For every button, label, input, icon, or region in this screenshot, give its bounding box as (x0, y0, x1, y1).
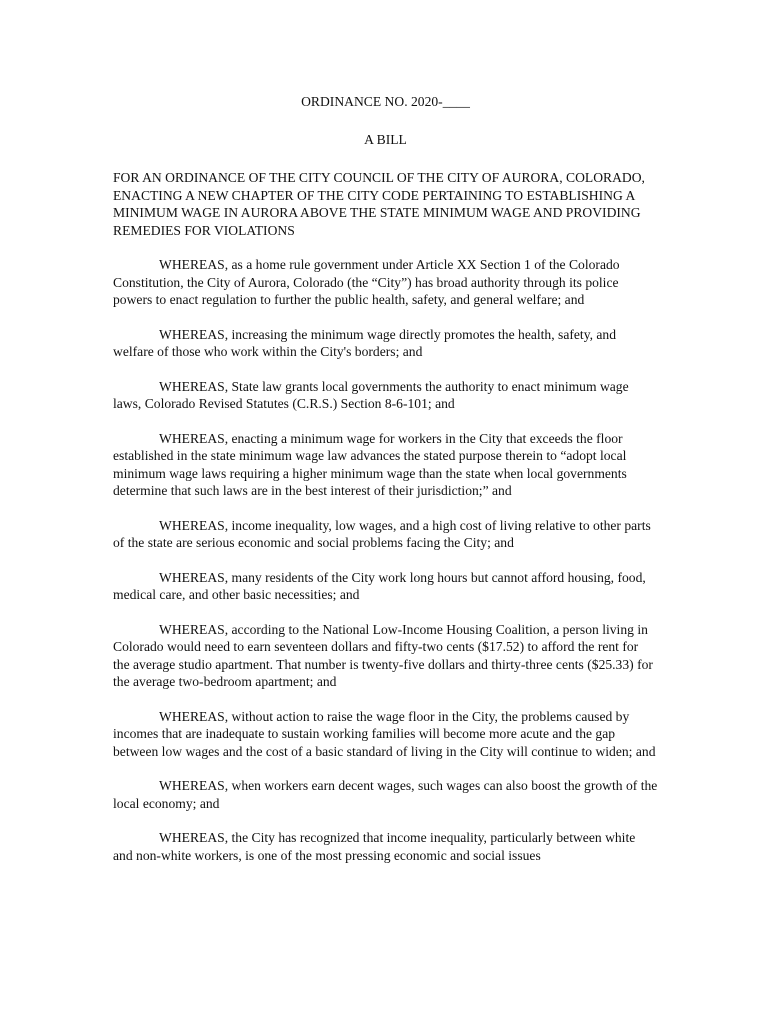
ordinance-title: FOR AN ORDINANCE OF THE CITY COUNCIL OF THE CITY OF AURORA, COLORADO, ENACTING A NEW CHAPTER OF THE CITY CODE PERTAINING TO ESTABLISHING A MINIMUM WAGE IN AURORA ABOVE THE STATE MINIMUM WAGE AND PROVIDING REMEDIES FOR VIOLATIONS (113, 170, 645, 238)
whereas-paragraph-2: WHEREAS, increasing the minimum wage directly promotes the health, safety, and welfare of those who work within the City's borders; and (113, 326, 617, 359)
ordinance-number: ORDINANCE NO. 2020-____ (301, 94, 470, 109)
whereas-paragraph-10: WHEREAS, the City has recognized that income inequality, particularly between white and non-white workers, is one of the most pressing economic and social issues (113, 830, 636, 863)
bill-label: A BILL (364, 131, 407, 147)
document-body (113, 93, 658, 881)
whereas-paragraph-3: WHEREAS, State law grants local governments the authority to enact minimum wage laws, Colorado Revised Statutes (C.R.S.) Section 8-6-101; and (113, 378, 629, 411)
whereas-paragraph-6: WHEREAS, many residents of the City work long hours but cannot afford housing, food, medical care, and other basic necessities; and (113, 569, 646, 602)
whereas-paragraph-1: WHEREAS, as a home rule government under Article XX Section 1 of the Colorado Constitution, the City of Aurora, Colorado (the “City”) has broad authority through its police powers to enact regulation to further the public health, safety, and general welfare; and (113, 257, 620, 307)
whereas-paragraph-4: WHEREAS, enacting a minimum wage for workers in the City that exceeds the floor established in the state minimum wage law advances the stated purpose therein to “adopt local minimum wage laws requiring a higher minimum wage than the state when local governments determine that such laws are in the best interest of their jurisdiction;” and (113, 430, 627, 498)
whereas-paragraph-8: WHEREAS, without action to raise the wage floor in the City, the problems caused by incomes that are inadequate to sustain working families will become more acute and the gap between low wages and the cost of a basic standard of living in the City will continue to widen; and (113, 708, 656, 759)
whereas-paragraph-7: WHEREAS, according to the National Low-Income Housing Coalition, a person living in Colorado would need to earn seventeen dollars and fifty-two cents ($17.52) to afford the rent for the average studio apartment. That number is twenty-five dollars and thirty-three cents ($25.33) for the average two-bedroom apartment; and (113, 621, 653, 689)
whereas-paragraph-9: WHEREAS, when workers earn decent wages, such wages can also boost the growth of the local economy; and (113, 778, 658, 811)
whereas-paragraph-5: WHEREAS, income inequality, low wages, and a high cost of living relative to other parts of the state are serious economic and social problems facing the City; and (113, 517, 651, 550)
